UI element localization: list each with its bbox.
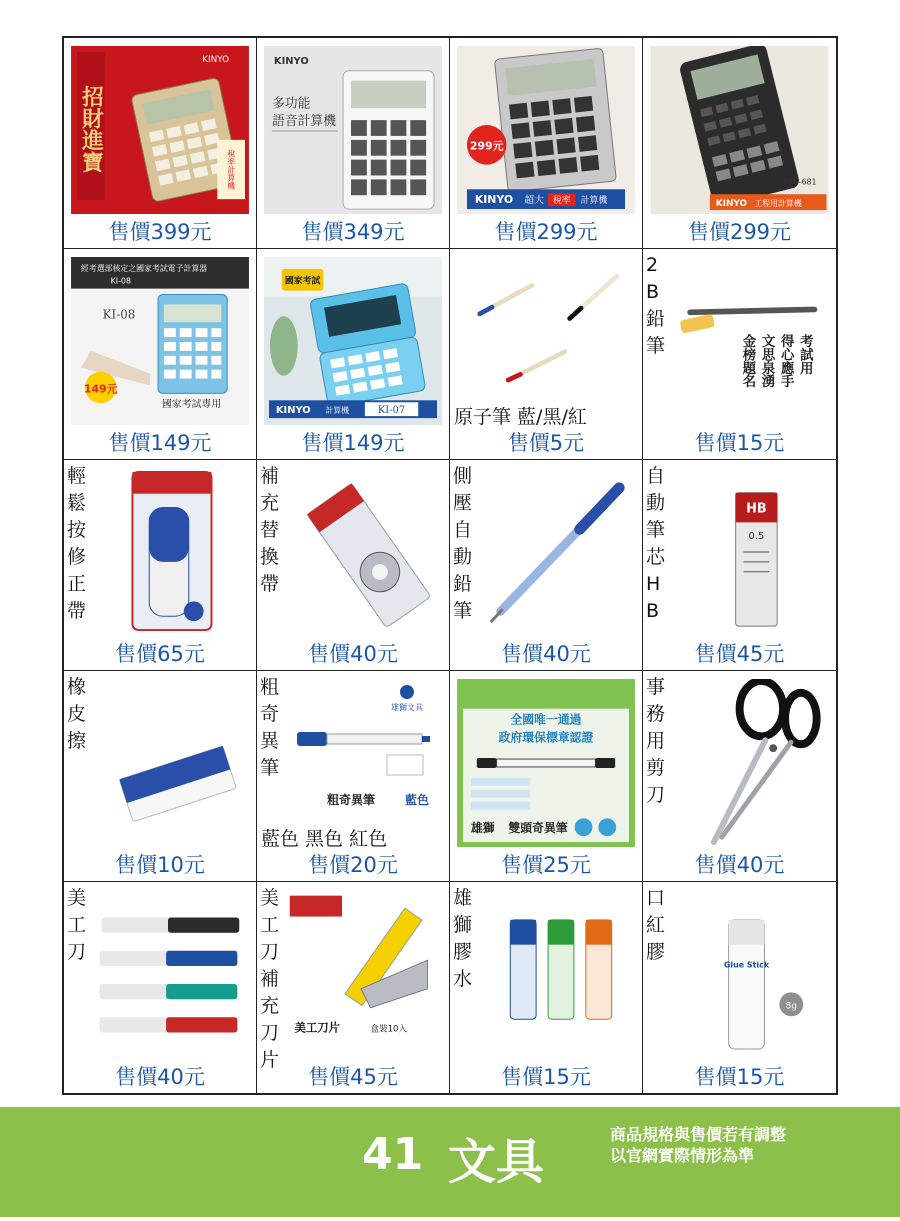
product-image (92, 890, 244, 1059)
product-image-text: KINYO (273, 55, 309, 67)
product-name-label: 橡皮擦 (67, 676, 87, 752)
product-image-text: 招財進寶 (78, 85, 104, 173)
product-image-text: 粗奇異筆 (327, 793, 376, 807)
product-image-text: KI-08 (110, 276, 131, 286)
product-image (94, 468, 244, 636)
product-image (673, 890, 824, 1059)
product-name-label: 美工刀 (67, 887, 87, 963)
product-image-text: 超大 (524, 195, 545, 207)
product-image-text: KINYO (715, 199, 748, 210)
product-image-text: 政府環保標章認證 (498, 730, 594, 745)
product-image-text: KINYO (202, 54, 230, 65)
product-image (456, 46, 636, 214)
product-name-label: 自動筆芯HB (646, 465, 666, 622)
price-notice-line: 以官網實際情形為準 (610, 1146, 755, 1165)
product-image-text: 雄獅文具 (391, 703, 423, 712)
product-image-text: 0.5 (748, 531, 765, 543)
product-image (456, 679, 636, 847)
product-image-text: 299元 (469, 139, 504, 153)
product-image (287, 468, 437, 636)
product-grid (62, 36, 838, 1095)
price-label: 售價299元 (687, 220, 792, 244)
product-cell (643, 460, 836, 671)
product-image-text: HB (746, 501, 767, 517)
price-label: 售價399元 (108, 220, 212, 244)
product-name-label: 原子筆 藍/黑/紅 (454, 406, 587, 428)
product-image-text: 雄獅 (470, 821, 495, 836)
product-image (263, 46, 443, 214)
product-name-label: 輕鬆按修正帶 (67, 465, 87, 622)
product-image-text: 美工刀片 (294, 1020, 341, 1035)
price-label: 售價40元 (694, 853, 785, 877)
product-cell (257, 882, 450, 1093)
product-image-text: KI-07 (377, 405, 406, 417)
product-image-text: 藍色 (405, 793, 430, 807)
product-name-label: 美工刀補充刀片 (260, 887, 280, 1071)
product-cell (257, 249, 450, 460)
product-image-text: 國家考試 (284, 276, 321, 287)
page-number: 41 (362, 1129, 424, 1180)
product-image-text: Glue Stick (723, 960, 770, 970)
price-label: 售價149元 (301, 431, 405, 455)
product-cell (643, 671, 836, 882)
product-name-label: 口紅膠 (646, 887, 666, 963)
product-name-label: 2B鉛筆 (646, 254, 666, 357)
product-image-text: 多功能 (271, 96, 311, 112)
price-label: 售價45元 (308, 1065, 398, 1089)
product-cell (64, 460, 257, 671)
price-notice-line: 商品規格與售價若有調整 (610, 1125, 787, 1144)
price-label: 售價20元 (308, 853, 398, 877)
product-cell (450, 882, 643, 1093)
product-cell (257, 38, 450, 249)
product-image-text: KINYO (474, 193, 514, 207)
product-name-label: 事務用剪刀 (646, 676, 666, 806)
price-label: 售價40元 (115, 1065, 205, 1089)
page-footer (0, 1107, 900, 1217)
product-cell (450, 38, 643, 249)
product-image (673, 468, 824, 636)
price-label: 售價149元 (108, 431, 212, 455)
product-image-text: 全國唯一通過 (510, 712, 582, 727)
product-image-text: 計算機 (580, 196, 608, 207)
product-name-label: 補充替換帶 (260, 465, 280, 595)
product-image (462, 257, 630, 399)
price-label: 售價40元 (308, 642, 398, 666)
price-label: 售價65元 (115, 642, 205, 666)
product-cell (450, 671, 643, 882)
product-image-text: 8g (785, 1001, 797, 1012)
product-cell (64, 671, 257, 882)
price-label: 售價15元 (694, 431, 785, 455)
product-image-text: KPE-681 (783, 177, 817, 187)
price-notice (610, 1124, 786, 1166)
product-image-text: 得心應手 (778, 334, 794, 388)
page-title: 文具 (448, 1134, 545, 1190)
product-image-text: 盒裝10入 (370, 1024, 408, 1035)
price-label: 售價15元 (694, 1065, 785, 1089)
price-label: 售價40元 (501, 642, 591, 666)
product-image (480, 890, 630, 1059)
product-cell (64, 249, 257, 460)
product-cell (643, 38, 836, 249)
price-label: 售價10元 (115, 853, 205, 877)
product-image-text: 稅率 (552, 196, 571, 207)
product-image-text: 語音計算機 (271, 114, 337, 130)
product-cell (257, 671, 450, 882)
product-image-text: 149元 (83, 382, 118, 396)
product-image (671, 257, 824, 425)
product-image (70, 257, 250, 425)
product-image (285, 890, 437, 1059)
product-image (263, 257, 443, 425)
price-label: 售價25元 (501, 853, 591, 877)
product-name-label: 藍色 黑色 紅色 (261, 828, 388, 850)
product-cell (450, 249, 643, 460)
product-image-text: 雙頭奇異筆 (508, 821, 568, 836)
product-image (94, 679, 244, 847)
product-cell (257, 460, 450, 671)
product-image-text: 文思泉湧 (759, 334, 775, 388)
product-image (673, 679, 824, 847)
product-image (649, 46, 830, 214)
product-image (480, 468, 630, 636)
product-cell (64, 38, 257, 249)
product-image-text: 經考選部核定之國家考試電子計算器 (80, 263, 208, 273)
product-cell (450, 460, 643, 671)
product-image (70, 46, 250, 214)
price-label: 售價299元 (494, 220, 598, 244)
product-cell (643, 249, 836, 460)
product-cell (643, 882, 836, 1093)
product-image-text: 考試用 (797, 334, 813, 375)
product-name-label: 側壓自動鉛筆 (453, 465, 473, 622)
product-name-label: 雄獅膠水 (453, 887, 473, 990)
price-label: 售價349元 (301, 220, 405, 244)
product-image (287, 679, 437, 811)
product-image-text: 計算機 (325, 406, 350, 416)
product-name-label: 粗奇異筆 (260, 676, 280, 779)
product-image-text: KINYO (275, 405, 311, 417)
product-image-text: 金榜題名 (740, 334, 755, 388)
price-label: 售價5元 (507, 431, 585, 455)
product-image-text: 稅率計算機 (226, 149, 236, 190)
price-label: 售價45元 (694, 642, 785, 666)
product-cell (64, 882, 257, 1093)
product-image-text: 工程用計算機 (754, 199, 802, 209)
price-label: 售價15元 (501, 1065, 591, 1089)
product-image-text: KI-08 (102, 307, 136, 322)
product-image-text: 國家考試專用 (161, 399, 222, 411)
